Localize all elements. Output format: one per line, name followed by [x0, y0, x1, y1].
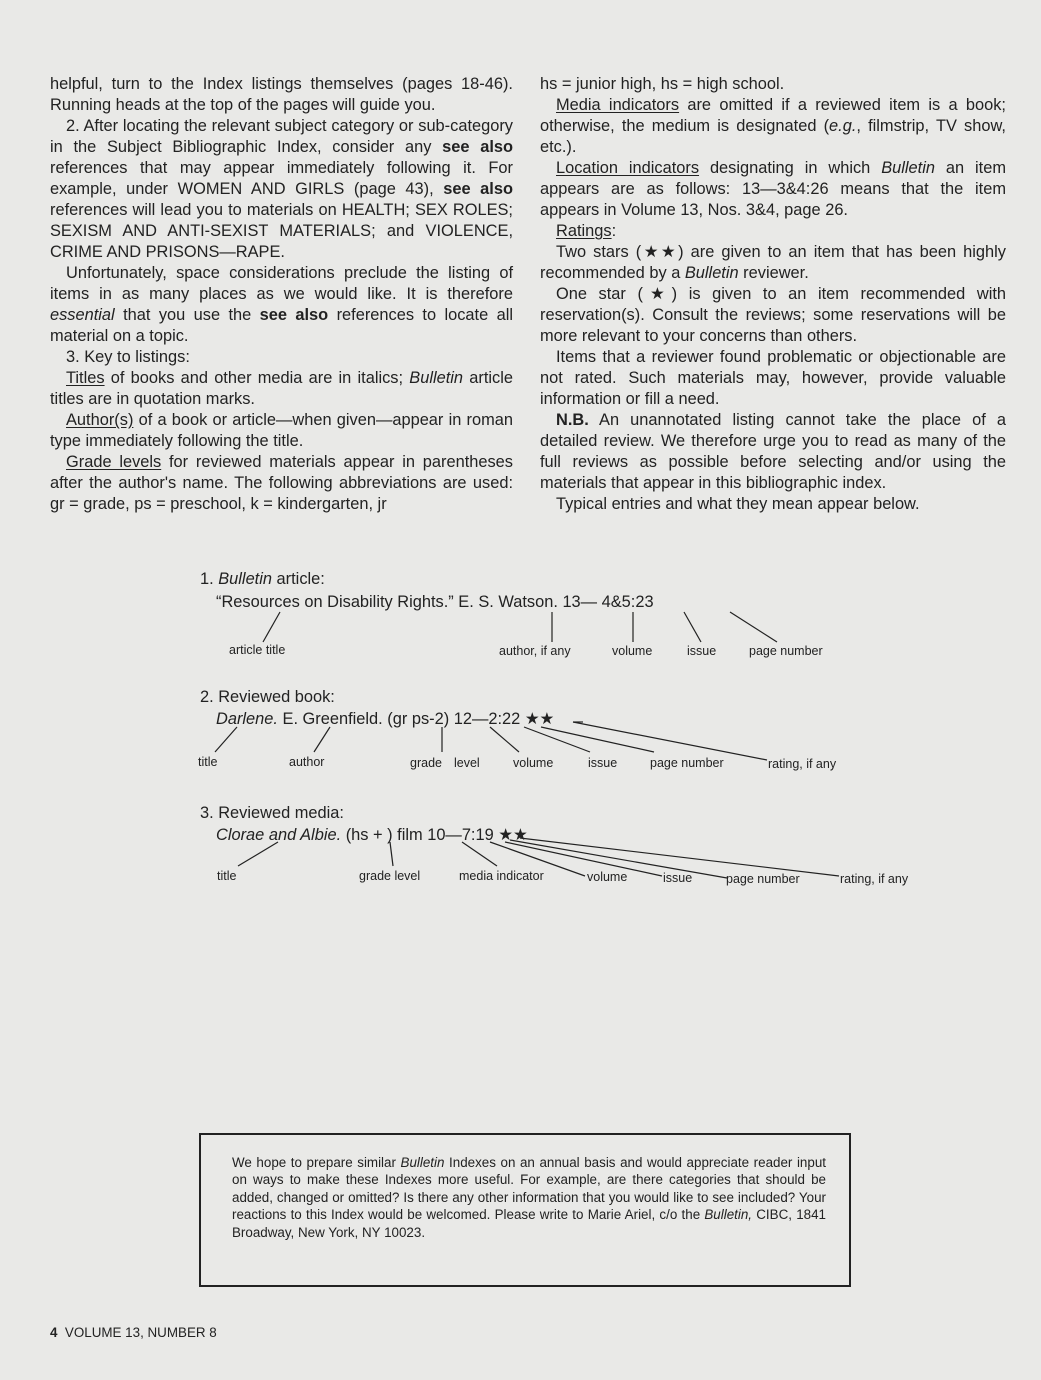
example-3-entry: [216, 825, 528, 845]
bulletin-name: Bulletin: [409, 369, 464, 387]
label-issue: issue: [663, 871, 693, 885]
text: CIBC, 1841 Broadway, New York, NY 10023.: [232, 1207, 826, 1240]
bulletin-name: Bulletin: [400, 1155, 445, 1170]
label-article-title: article title: [229, 643, 286, 657]
text: Indexes on an annual basis and would appreciate reader input on ways to make these Indexes more useful. For example, are there categories that should be added, changed or omitted? Is there any other information that you would like to see included? Your reactions to this Index would be welcomed. Please write to Marie Ariel, c/o the: [232, 1155, 826, 1223]
text: reviewer.: [738, 264, 809, 282]
bulletin-name: Bulletin: [881, 159, 935, 177]
label-issue: issue: [687, 644, 717, 658]
authors-label: Author(s): [66, 411, 134, 429]
page-footer: [50, 1325, 217, 1340]
paragraph-not-rated: Items that a reviewer found problematic or objectionable are not rated. Such materials may, however, provide valuable information or fill a need.: [540, 348, 1006, 408]
line-article-title: [263, 612, 280, 642]
text: an item appears are as follows: 13—3&4:26 means that the item appears in Volume 13, Nos. 3&4, page 26.: [540, 159, 1006, 219]
text: An unannotated listing cannot take the place of a detailed review. We therefore urge you to read as many of the full reviews as possible before selecting and/or using the materials that appear in this bibliographic index.: [540, 411, 1006, 492]
paragraph-hs: hs = junior high, hs = high school.: [540, 75, 785, 93]
text: of books and other media are in italics;: [104, 369, 410, 387]
label-media-indicator: media indicator: [459, 869, 544, 883]
label-rating-if-any: rating, if any: [768, 757, 837, 771]
example-2-entry: [216, 709, 554, 729]
paragraph-grade-levels: [50, 452, 513, 515]
line-page: [730, 612, 777, 642]
label-rating-if-any: rating, if any: [840, 872, 909, 886]
text: article titles are in quotation marks.: [50, 369, 513, 408]
paragraph-index-listings: helpful, turn to the Index listings themselves (pages 18-46). Running heads at the top of the pages will guide you.: [50, 75, 513, 114]
paragraph-see-also: [50, 116, 513, 263]
label-author: author: [289, 755, 325, 769]
example-2-heading: 2. Reviewed book:: [200, 688, 335, 706]
see-also-term: see also: [259, 306, 329, 324]
line-issue-2: [524, 727, 590, 752]
label-author-if-any: author, if any: [499, 644, 571, 658]
left-column: [50, 74, 513, 515]
page-number: 4: [50, 1325, 58, 1340]
bulletin-name: Bulletin: [684, 264, 739, 282]
grade-levels-label: Grade levels: [66, 453, 162, 471]
label-volume: volume: [513, 756, 554, 770]
nb-label: N.B.: [556, 411, 589, 429]
label-volume: volume: [612, 644, 653, 658]
text: Unfortunately, space considerations preclude the listing of items in as many places as we would like. It is therefore: [50, 264, 513, 303]
text: We hope to prepare similar: [232, 1155, 401, 1170]
label-grade-level: grade level: [359, 869, 421, 883]
book-title: Darlene.: [216, 710, 278, 728]
example-1-entry: “Resources on Disability Rights.” E. S. Watson. 13— 4&5:23: [216, 593, 654, 611]
paragraph-authors: [50, 410, 513, 452]
label-volume: volume: [587, 870, 628, 884]
text: references that may appear immediately following it. For example, under WOMEN AND GIRLS (page 43),: [50, 159, 513, 198]
line-author-2: [314, 727, 330, 752]
label-issue: issue: [588, 756, 618, 770]
key-to-listings-heading: 3. Key to listings:: [66, 348, 190, 366]
label-page-number: page number: [726, 872, 800, 886]
text: 2. After locating the relevant subject category or sub-category in the Subject Bibliographic Index, consider any: [50, 117, 513, 156]
label-page-number: page number: [650, 756, 724, 770]
volume-issue: VOLUME 13, NUMBER 8: [64, 1325, 217, 1340]
location-indicators-label: Location indicators: [556, 159, 700, 177]
label-title: title: [198, 755, 218, 769]
bulletin-name: Bulletin,: [704, 1207, 753, 1223]
paragraph-location-indicators: [540, 158, 1006, 221]
line-title-2: [215, 727, 237, 752]
paragraph-nb: [540, 410, 1006, 494]
see-also-term: see also: [442, 138, 514, 156]
label-level: level: [454, 756, 480, 770]
example-1-heading: [200, 570, 325, 589]
text: for reviewed materials appear in parentheses after the author's name. The following abbreviations are used: gr = grade, ps = preschool, k = kindergarten, jr: [50, 453, 513, 513]
media-indicators-label: Media indicators: [556, 96, 680, 114]
paragraph-two-stars: [540, 242, 1006, 284]
emphasis: essential: [50, 306, 115, 324]
line-volume-2: [490, 727, 519, 752]
paragraph-typical-entries: Typical entries and what they mean appear below.: [556, 495, 920, 513]
line-title-3: [238, 842, 278, 866]
text: E. Greenfield. (gr ps-2) 12—2:22 ★★: [277, 710, 555, 728]
notice-text: [232, 1154, 826, 1241]
paragraph-one-star: One star (★) is given to an item recommended with reservation(s). Consult the reviews; some reservations will be more relevant to your concerns than others.: [540, 285, 1006, 345]
line-rating-2: [573, 722, 767, 760]
label-grade: grade: [410, 756, 442, 770]
ratings-heading: [540, 221, 1006, 242]
text: references will lead you to materials on HEALTH; SEX ROLES; SEXISM AND ANTI-SEXIST MATERIALS; and VIOLENCE, CRIME AND PRISONS—RAPE.: [50, 201, 513, 261]
text: references to locate all material on a topic.: [50, 306, 513, 345]
bulletin-name: Bulletin: [218, 570, 272, 588]
text: that you use the: [114, 306, 260, 324]
label-title: title: [217, 869, 237, 883]
text: (hs + ) film 10—7:19 ★★: [341, 826, 528, 844]
line-grade-level-3: [390, 842, 393, 866]
paragraph-titles: [50, 368, 513, 410]
line-media-3: [462, 842, 497, 866]
right-column: [540, 74, 1006, 515]
line-page-2: [541, 727, 654, 752]
text: :: [611, 222, 617, 240]
text: designating in which: [699, 159, 882, 177]
example-3-heading: 3. Reviewed media:: [200, 804, 344, 822]
media-title: Clorae and Albie.: [216, 826, 342, 844]
text: are omitted if a reviewed item is a book; otherwise, the medium is designated (: [540, 96, 1006, 135]
text: of a book or article—when given—appear in roman type immediately following the title.: [50, 411, 513, 450]
text: article:: [272, 570, 325, 588]
ratings-label: Ratings: [556, 222, 612, 240]
text: , filmstrip, TV show, etc.).: [540, 117, 1006, 156]
see-also-term: see also: [443, 180, 513, 198]
text: 1.: [200, 570, 219, 588]
label-page-number: page number: [749, 644, 823, 658]
titles-label: Titles: [66, 369, 105, 387]
line-issue: [684, 612, 701, 642]
paragraph-space-considerations: [50, 263, 513, 347]
paragraph-media-indicators: [540, 95, 1006, 158]
emphasis: e.g.: [829, 117, 857, 135]
text: Two stars (★★) are given to an item that has been highly recommended by a: [540, 243, 1006, 282]
